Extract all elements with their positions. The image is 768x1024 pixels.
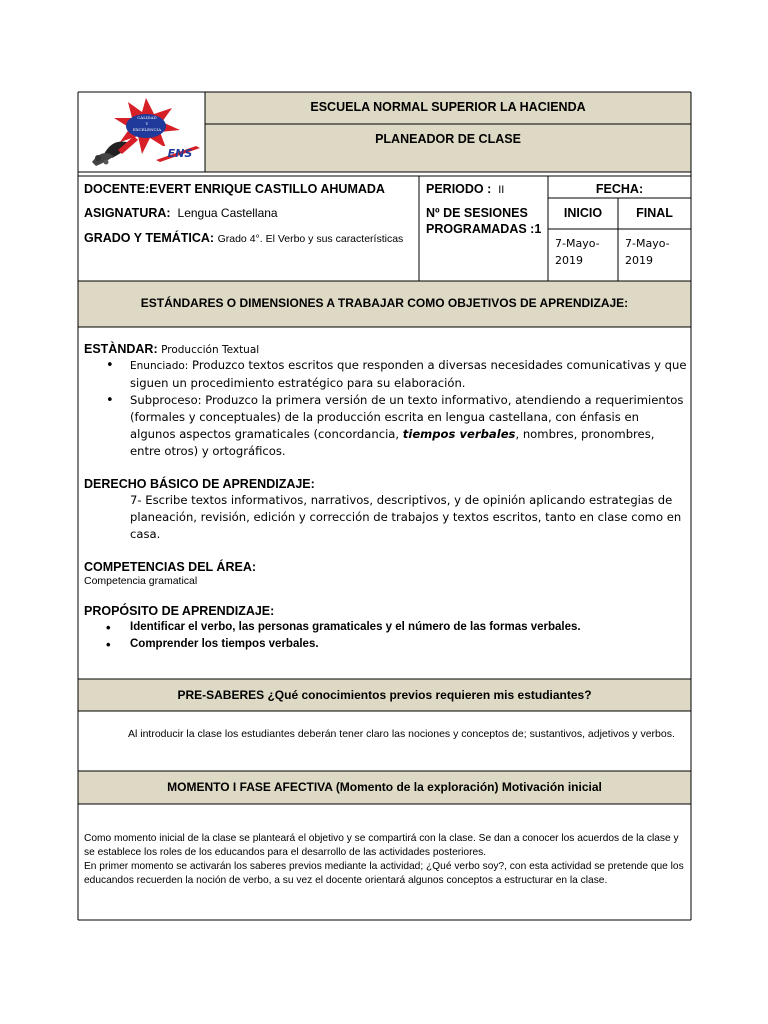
periodo-value: II xyxy=(498,184,505,196)
inicio-value-2: 2019 xyxy=(555,254,583,267)
asignatura-label: ASIGNATURA: xyxy=(84,206,171,220)
periodo-label: PERIODO : xyxy=(426,182,492,196)
fecha-label: FECHA: xyxy=(595,182,644,196)
sesiones-label-1: Nº DE SESIONES xyxy=(426,206,528,220)
docente-label: DOCENTE: xyxy=(84,182,150,196)
periodo-line xyxy=(426,181,546,199)
subproceso-text-after: , nombres, pronombres, entre otros) y ortográficos. xyxy=(130,427,655,458)
logo-text-line-2: Y xyxy=(145,121,149,126)
subproceso-emphasis: tiempos verbales xyxy=(402,427,516,441)
momento-text xyxy=(84,832,688,888)
presaberes-text: Al introducir la clase los estudiantes deberán tener claro las nociones y conceptos de; sustantivos, adjetivos y verbos. xyxy=(128,728,675,740)
logo-badge: ENS xyxy=(167,147,193,160)
asignatura-value: Lengua Castellana xyxy=(177,206,278,220)
competencias-value: Competencia gramatical xyxy=(84,575,198,587)
momento-paragraph-1: Como momento inicial de la clase se planteará el objetivo y se compartirá con la clase. Se dan a conocer los acuerdos de la clase y se establece los roles de los educandos para el desarrollo de las actividades posteriores. xyxy=(84,833,679,858)
momento-paragraph-2: En primer momento se activarán los saberes previos mediante la actividad; ¿Qué verbo soy?, con esta actividad se pretende que los educandos recuerden la noción de verbo, a su vez el docente orientará algunos conceptos a estructurar en la clase. xyxy=(84,861,684,886)
grado-line xyxy=(84,230,414,248)
momento-heading: MOMENTO I FASE AFECTIVA (Momento de la exploración) Motivación inicial xyxy=(167,780,602,794)
presaberes-heading: PRE-SABERES ¿Qué conocimientos previos requieren mis estudiantes? xyxy=(177,688,592,702)
school-name: ESCUELA NORMAL SUPERIOR LA HACIENDA xyxy=(310,100,586,114)
docente-value: EVERT ENRIQUE CASTILLO AHUMADA xyxy=(149,182,385,196)
subproceso-prefix: Subproceso: xyxy=(130,393,202,407)
estandar-item-subproceso xyxy=(130,392,688,460)
dba-text: 7- Escribe textos informativos, narrativos, descriptivos, y de opinión aplicando estrategias de planeación, revisión, edición y corrección de trabajos y textos escritos, tanto en clase como en casa. xyxy=(130,493,682,541)
subproceso-text-before: Produzco la primera versión de un texto informativo, atendiendo a requerimientos (formales y conceptuales) de la producción escrita en lengua castellana, con énfasis en algunos aspectos gramaticales (concordancia, xyxy=(130,393,684,441)
estandar-label: ESTÀNDAR: xyxy=(84,342,158,356)
asignatura-line xyxy=(84,205,414,222)
final-label: FINAL xyxy=(636,206,673,220)
competencias-label: COMPETENCIAS DEL ÁREA: xyxy=(84,560,257,574)
page-title: PLANEADOR DE CLASE xyxy=(375,132,521,146)
estandar-item-enunciado xyxy=(130,357,688,392)
enunciado-prefix: Enunciado: xyxy=(130,360,189,372)
proposito-list xyxy=(84,619,684,653)
grado-label: GRADO Y TEMÁTICA: xyxy=(84,231,215,245)
logo-text-line-1: CALIDAD xyxy=(137,115,157,120)
estandar-list xyxy=(84,357,688,460)
proposito-item-2: • Comprender los tiempos verbales. xyxy=(130,636,684,653)
inicio-value-1: 7-Mayo- xyxy=(555,237,600,250)
final-value-1: 7-Mayo- xyxy=(625,237,670,250)
inicio-label: INICIO xyxy=(563,206,603,220)
sesiones-label-2: PROGRAMADAS :1 xyxy=(426,222,542,236)
logo-text-line-3: EXCELENCIA xyxy=(132,127,162,132)
dba-label: DERECHO BÁSICO DE APRENDIZAJE: xyxy=(84,477,315,491)
proposito-item-1: • Identificar el verbo, las personas gramaticales y el número de las formas verbales. xyxy=(130,619,684,636)
grado-value: Grado 4°. El Verbo y sus características xyxy=(217,233,404,245)
final-value-2: 2019 xyxy=(625,254,653,267)
school-logo xyxy=(84,96,202,168)
proposito-label: PROPÓSITO DE APRENDIZAJE: xyxy=(84,604,275,618)
docente-line xyxy=(84,181,414,198)
estandar-value: Producción Textual xyxy=(161,344,260,356)
estandares-heading: ESTÁNDARES O DIMENSIONES A TRABAJAR COMO OBJETIVOS DE APRENDIZAJE: xyxy=(140,296,629,310)
enunciado-text: Produzco textos escritos que responden a diversas necesidades comunicativas y que siguen un procedimiento estratégico para su elaboración. xyxy=(130,358,687,390)
